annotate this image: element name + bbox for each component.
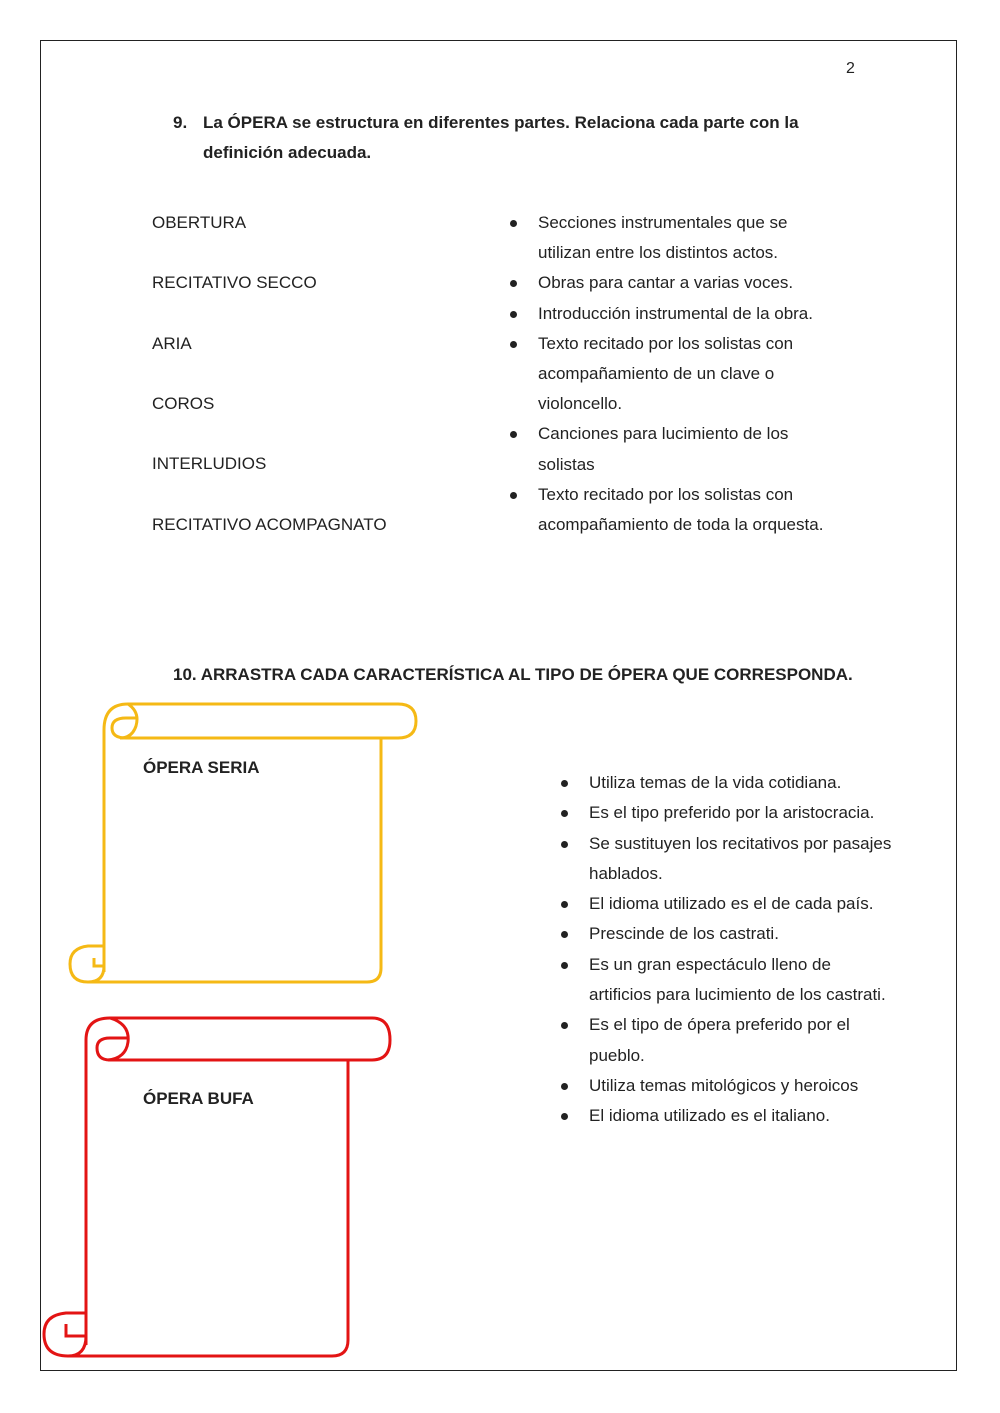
drop-zone-opera-bufa[interactable] — [86, 1060, 348, 1356]
term-interludios[interactable]: INTERLUDIOS — [152, 454, 267, 473]
term-recitativo-acompagnato[interactable]: RECITATIVO ACOMPAGNATO — [152, 515, 387, 534]
drop-zone-opera-seria[interactable] — [104, 738, 381, 982]
definition-item[interactable]: Texto recitado por los solistas con acompañamiento de toda la orquesta. — [505, 480, 845, 540]
draggable-characteristic[interactable]: El idioma utilizado es el de cada país. — [556, 889, 896, 919]
draggable-characteristic[interactable]: Utiliza temas mitológicos y heroicos — [556, 1071, 896, 1101]
question-10-title: 10. ARRASTRA CADA CARACTERÍSTICA AL TIPO DE ÓPERA QUE CORRESPONDA. — [173, 665, 853, 684]
draggable-characteristic[interactable]: Utiliza temas de la vida cotidiana. — [556, 768, 896, 798]
definition-item[interactable]: Texto recitado por los solistas con acompañamiento de un clave o violoncello. — [505, 329, 845, 420]
definition-item[interactable]: Canciones para lucimiento de los solistas — [505, 419, 845, 479]
draggable-characteristic[interactable]: Es el tipo preferido por la aristocracia. — [556, 798, 896, 828]
draggable-characteristic[interactable]: El idioma utilizado es el italiano. — [556, 1101, 896, 1131]
definition-item[interactable]: Obras para cantar a varias voces. — [505, 268, 845, 298]
question-9-number: 9. — [173, 113, 188, 132]
page-number: 2 — [846, 60, 855, 77]
draggable-characteristic[interactable]: Es el tipo de ópera preferido por el pueblo. — [556, 1010, 896, 1071]
drop-zone-label-bufa: ÓPERA BUFA — [143, 1089, 254, 1108]
drop-zone-label-seria: ÓPERA SERIA — [143, 758, 260, 777]
characteristics-list — [556, 768, 896, 1132]
term-coros[interactable]: COROS — [152, 394, 215, 413]
term-aria[interactable]: ARIA — [152, 334, 192, 353]
definition-item[interactable]: Introducción instrumental de la obra. — [505, 299, 845, 329]
definition-item[interactable]: Secciones instrumentales que se utilizan entre los distintos actos. — [505, 208, 845, 268]
draggable-characteristic[interactable]: Es un gran espectáculo lleno de artificios para lucimiento de los castrati. — [556, 950, 896, 1011]
term-obertura[interactable]: OBERTURA — [152, 213, 247, 232]
question-9-text: La ÓPERA se estructura en diferentes partes. Relaciona cada parte con la definición adecuada. — [203, 113, 799, 162]
draggable-characteristic[interactable]: Se sustituyen los recitativos por pasajes hablados. — [556, 829, 896, 890]
draggable-characteristic[interactable]: Prescinde de los castrati. — [556, 919, 896, 949]
term-recitativo-secco[interactable]: RECITATIVO SECCO — [152, 273, 317, 292]
